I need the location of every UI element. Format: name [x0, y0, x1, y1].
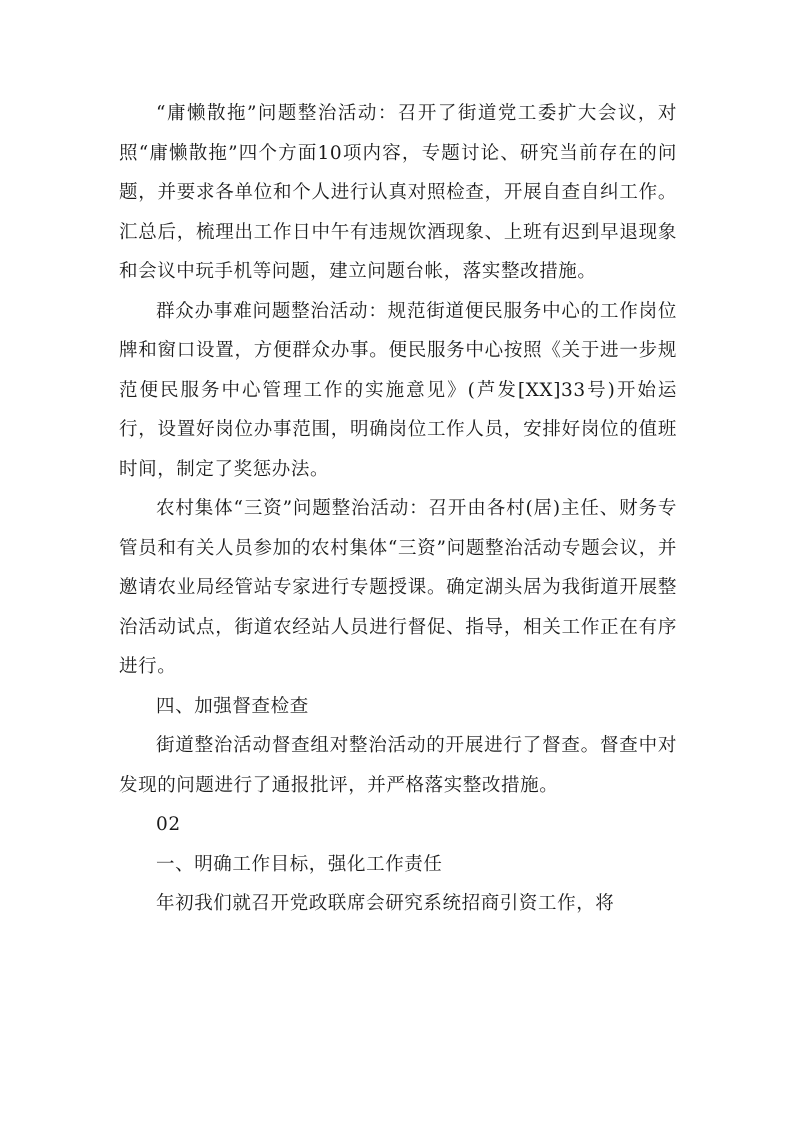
section-heading-supervision: 四、加强督查检查 [156, 695, 309, 717]
paragraph-rural-three-assets: 农村集体“三资”问题整治活动：召开由各村(居)主任、财务专管员和有关人员参加的农村集体“三资”问题整治活动专题会议，并邀请农业局经管站专家进行专题授课。确定湖头居为我街道开展整治活动试点，街道农经站人员进行督促、指导，相关工作正在有序进行。 [119, 498, 677, 677]
paragraph-investment: 年初我们就召开党政联席会研究系统招商引资工作，将 [156, 893, 615, 914]
paragraph-mass-affairs: 群众办事难问题整治活动：规范街道便民服务中心的工作岗位牌和窗口设置，方便群众办事。便民服务中心按照《关于进一步规范便民服务中心管理工作的实施意见》(芦发[XX]33号)开始运行，设置好岗位办事范围，明确岗位工作人员，安排好岗位的值班时间，制定了奖惩办法。 [119, 300, 677, 480]
paragraph-supervision: 街道整治活动督查组对整治活动的开展进行了督查。督查中对发现的问题进行了通报批评，并严格落实整改措施。 [119, 735, 677, 796]
section-heading-goals: 一、明确工作目标，强化工作责任 [156, 853, 443, 875]
paragraph-yonglan-sanotuo: “庸懒散拖”问题整治活动：召开了街道党工委扩大会议，对照“庸懒散拖”四个方面10项内容，专题讨论、研究当前存在的问题，并要求各单位和个人进行认真对照检查，开展自查自纠工作。汇总后，梳理出工作日中午有违规饮酒现象、上班有迟到早退现象和会议中玩手机等问题，建立问题台帐，落实整改措施。 [119, 103, 677, 282]
section-number: 02 [156, 814, 181, 835]
document-body [119, 94, 677, 924]
